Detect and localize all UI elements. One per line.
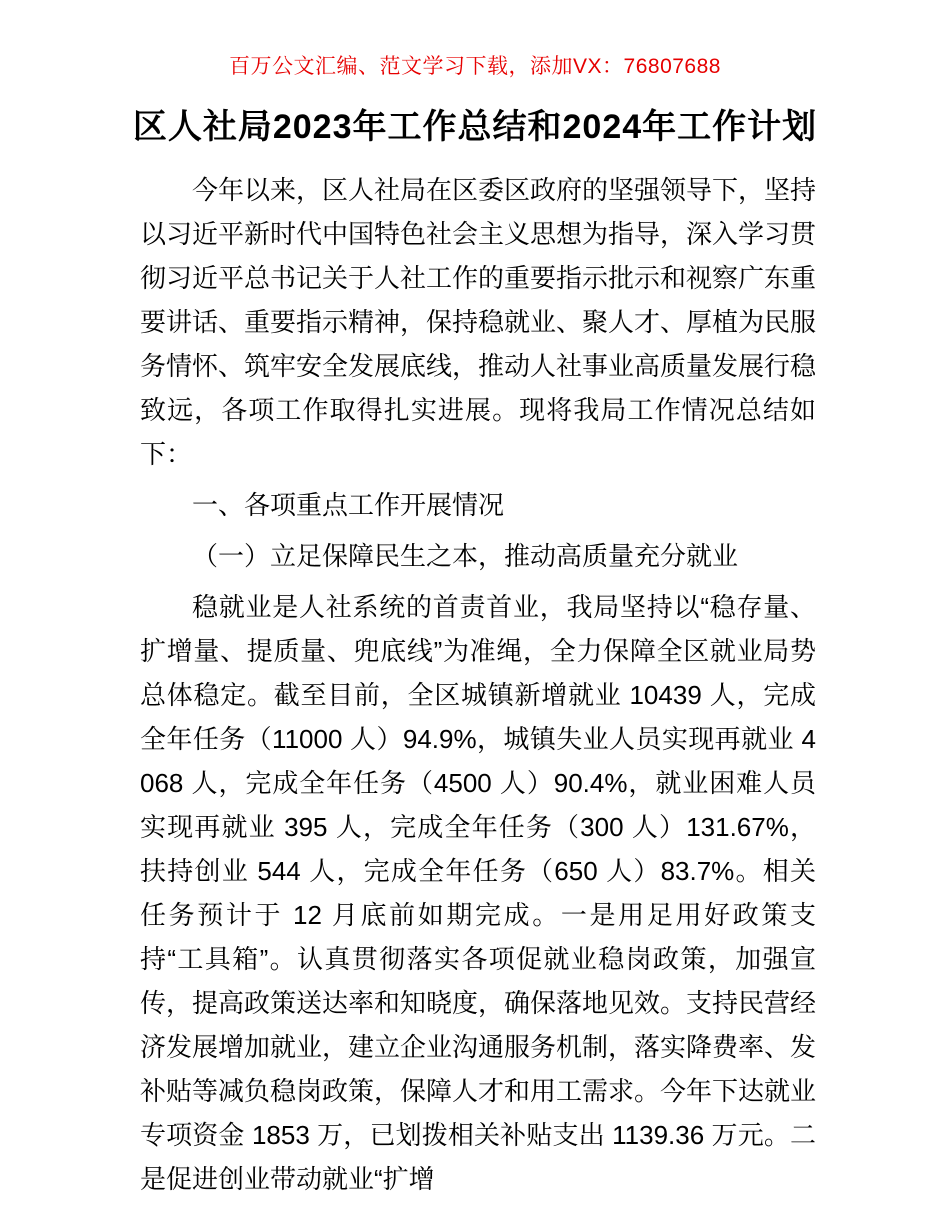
document-body (140, 168, 816, 1208)
paragraph-employment-details: 稳就业是人社系统的首责首业，我局坚持以“稳存量、扩增量、提质量、兜底线”为准绳，全力保障全区就业局势总体稳定。截至目前，全区城镇新增就业 10439 人，完成全年任务（11000 人）94.9%，城镇失业人员实现再就业 4068 人，完成全年任务（4500 人）90.4%，就业困难人员实现再就业 395 人，完成全年任务（300 人）131.67%，扶持创业 544 人，完成全年任务（650 人）83.7%。相关任务预计于 12 月底前如期完成。一是用足用好政策支持“工具箱”。认真贯彻落实各项促就业稳岗政策，加强宣传，提高政策送达率和知晓度，确保落地见效。支持民营经济发展增加就业，建立企业沟通服务机制，落实降费率、发补贴等减负稳岗政策，保障人才和用工需求。今年下达就业专项资金 1853 万，已划拨相关补贴支出 1139.36 万元。二是促进创业带动就业“扩增 (140, 592, 817, 1194)
document-title: 区人社局2023年工作总结和2024年工作计划 (132, 108, 818, 146)
promo-header-text: 百万公文汇编、范文学习下载，添加VX：76807688 (229, 55, 721, 78)
section-heading-key-work: 一、各项重点工作开展情况 (192, 490, 505, 520)
paragraph-intro: 今年以来，区人社局在区委区政府的坚强领导下，坚持以习近平新时代中国特色社会主义思想为指导，深入学习贯彻习近平总书记关于人社工作的重要指示批示和视察广东重要讲话、重要指示精神，保持稳就业、聚人才、厚植为民服务情怀、筑牢安全发展底线，推动人社事业高质量发展行稳致远，各项工作取得扎实进展。现将我局工作情况总结如下： (140, 175, 817, 469)
subsection-heading-employment: （一）立足保障民生之本，推动高质量充分就业 (192, 541, 739, 571)
